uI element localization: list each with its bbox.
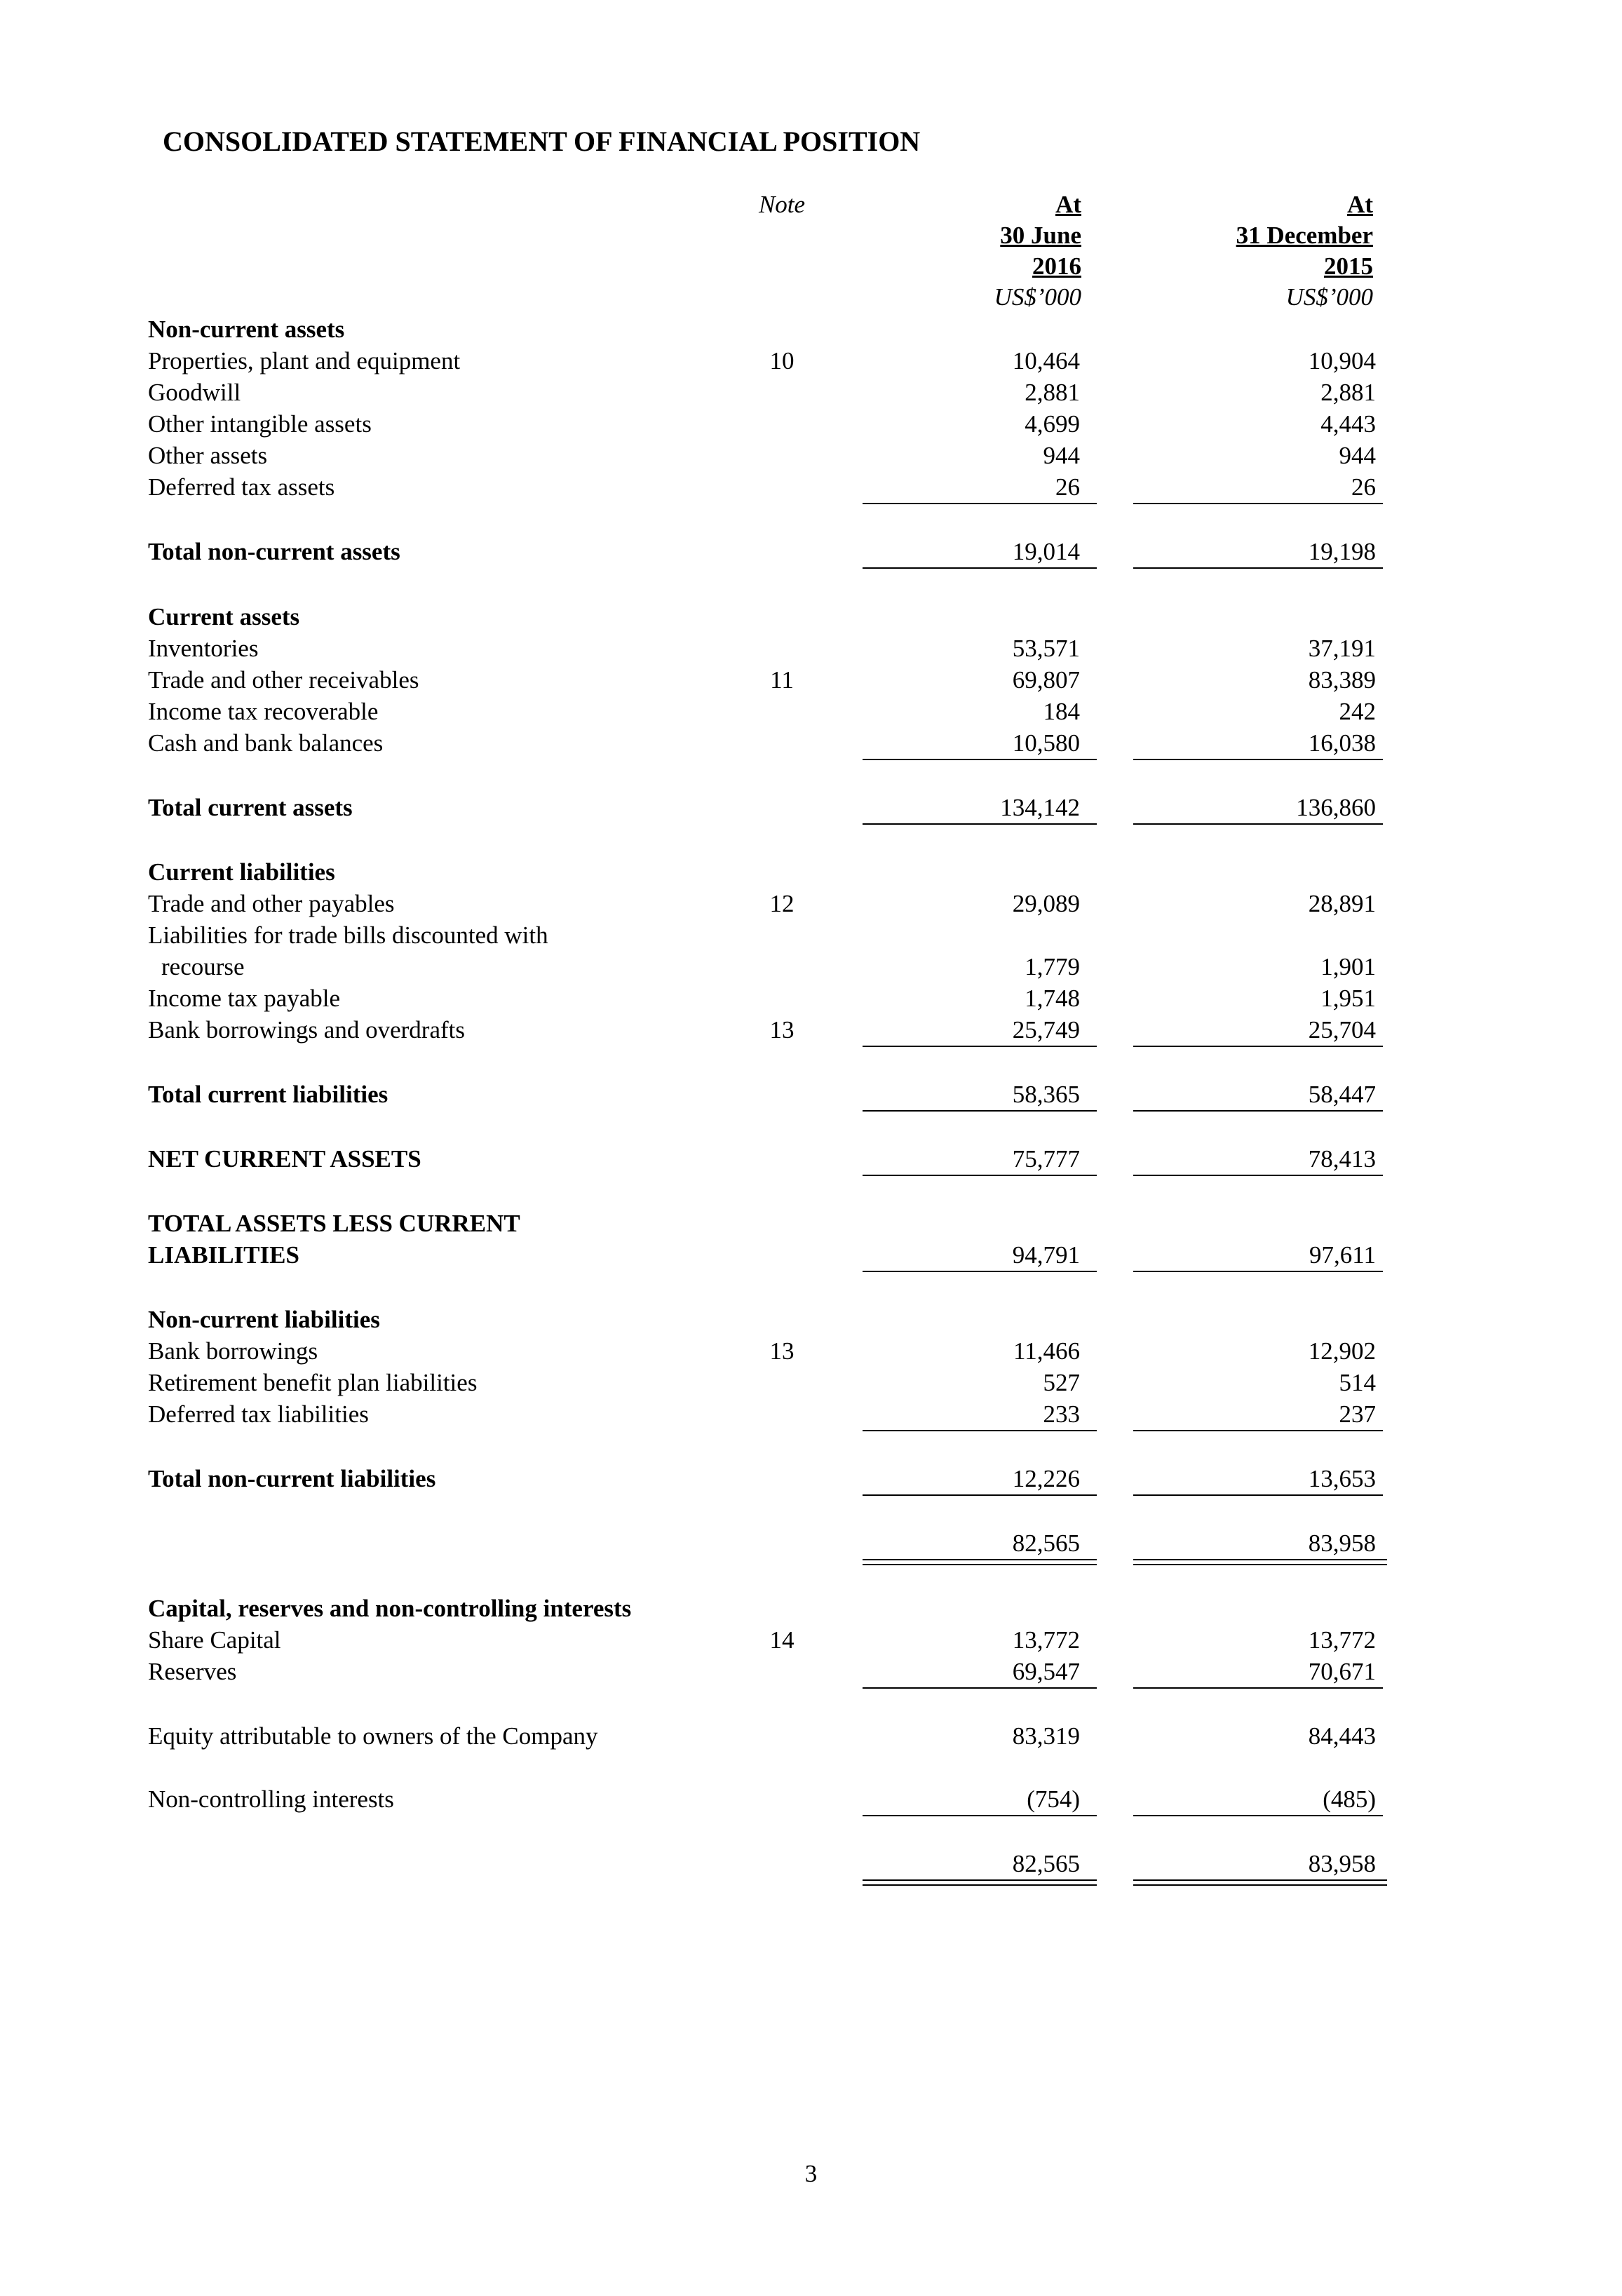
table-row xyxy=(0,1784,1622,1815)
row-label: Total current assets xyxy=(148,794,353,821)
value-2015: 13,772 xyxy=(1308,1626,1376,1654)
rule-line xyxy=(863,1494,1097,1496)
value-2016: 58,365 xyxy=(1012,1081,1080,1108)
row-label: Bank borrowings xyxy=(148,1337,318,1365)
table-row xyxy=(0,696,1622,727)
rule-line xyxy=(863,823,1097,825)
value-2016: 184 xyxy=(1043,698,1080,725)
value-2016: 26 xyxy=(1055,473,1080,501)
value-2016: 2,881 xyxy=(1025,379,1080,406)
rule-line xyxy=(863,1046,1097,1047)
value-2015: 25,704 xyxy=(1308,1016,1376,1044)
value-2016: 75,777 xyxy=(1012,1145,1080,1173)
row-note: 10 xyxy=(769,347,795,374)
value-2015: 37,191 xyxy=(1308,635,1376,662)
col2-line3: 2015 xyxy=(1324,252,1373,280)
table-row xyxy=(0,472,1622,503)
table-row xyxy=(0,1656,1622,1687)
col2-line1: At xyxy=(1347,191,1373,218)
table-row xyxy=(0,1593,1622,1624)
row-label: Deferred tax assets xyxy=(148,473,335,501)
row-label: Retirement benefit plan liabilities xyxy=(148,1369,478,1396)
rule-line xyxy=(1133,1110,1383,1112)
table-row xyxy=(0,1304,1622,1335)
row-label: Properties, plant and equipment xyxy=(148,347,461,374)
table-row xyxy=(0,665,1622,696)
row-label: Share Capital xyxy=(148,1626,281,1654)
table-row xyxy=(0,952,1622,982)
rule-line xyxy=(863,503,1097,504)
table-row xyxy=(0,409,1622,440)
table-row xyxy=(0,792,1622,823)
value-2015: 70,671 xyxy=(1308,1658,1376,1685)
col1-line3: 2016 xyxy=(1032,252,1081,280)
value-2016: 82,565 xyxy=(1012,1850,1080,1877)
value-2016: 83,319 xyxy=(1012,1722,1080,1750)
table-row xyxy=(0,1368,1622,1398)
row-label: Total non-current liabilities xyxy=(148,1465,436,1492)
value-2016: 1,779 xyxy=(1025,953,1080,980)
rule-line xyxy=(1133,823,1383,825)
table-row xyxy=(0,1399,1622,1430)
value-2015: 97,611 xyxy=(1309,1241,1376,1269)
value-2015: 1,951 xyxy=(1320,985,1376,1012)
table-row xyxy=(0,1721,1622,1752)
row-label: Bank borrowings and overdrafts xyxy=(148,1016,465,1044)
table-row xyxy=(0,440,1622,471)
value-2016: 69,807 xyxy=(1012,666,1080,694)
rule-line xyxy=(863,1271,1097,1272)
row-label: Liabilities for trade bills discounted with xyxy=(148,921,548,949)
table-row xyxy=(0,633,1622,664)
value-2015: 13,653 xyxy=(1308,1465,1376,1492)
page-number: 3 xyxy=(804,2160,818,2187)
row-note: 14 xyxy=(769,1626,795,1654)
value-2016: 94,791 xyxy=(1012,1241,1080,1269)
value-2016: 11,466 xyxy=(1013,1337,1080,1365)
table-row xyxy=(0,314,1622,345)
value-2016: 19,014 xyxy=(1012,538,1080,565)
row-label: Other intangible assets xyxy=(148,410,372,438)
rule-line xyxy=(1133,1815,1383,1816)
value-2015: 2,881 xyxy=(1320,379,1376,406)
rule-line xyxy=(1133,1430,1383,1431)
rule-line xyxy=(1133,1271,1383,1272)
value-2015: 237 xyxy=(1339,1400,1376,1428)
rule-line xyxy=(1133,503,1383,504)
statement-title: CONSOLIDATED STATEMENT OF FINANCIAL POSITION xyxy=(163,126,921,157)
row-label: Capital, reserves and non-controlling interests xyxy=(148,1595,632,1622)
rule-line xyxy=(1133,1687,1383,1689)
rule-line xyxy=(1133,1175,1383,1176)
row-label: Inventories xyxy=(148,635,259,662)
value-2015: 4,443 xyxy=(1320,410,1376,438)
value-2015: 944 xyxy=(1339,442,1376,469)
table-row xyxy=(0,1208,1622,1239)
table-row xyxy=(0,346,1622,377)
value-2016: 53,571 xyxy=(1012,635,1080,662)
rule-line xyxy=(863,1175,1097,1176)
row-label: Current assets xyxy=(148,603,300,630)
row-label: Non-current liabilities xyxy=(148,1306,380,1333)
value-2016: 12,226 xyxy=(1012,1465,1080,1492)
rule-line xyxy=(863,1815,1097,1816)
note-column-header: Note xyxy=(758,191,806,218)
value-2015: 26 xyxy=(1351,473,1376,501)
double-rule-line xyxy=(863,1879,1097,1886)
table-row xyxy=(0,1240,1622,1271)
row-label: Income tax payable xyxy=(148,985,341,1012)
double-rule-line xyxy=(1133,1879,1387,1886)
row-label: Total non-current assets xyxy=(148,538,400,565)
row-label: Non-controlling interests xyxy=(148,1785,394,1813)
row-label: NET CURRENT ASSETS xyxy=(148,1145,421,1173)
row-label: Non-current assets xyxy=(148,316,345,343)
row-label: recourse xyxy=(161,953,245,980)
table-row xyxy=(0,1015,1622,1046)
table-row xyxy=(0,857,1622,888)
row-label: Reserves xyxy=(148,1658,237,1685)
value-2015: 10,904 xyxy=(1308,347,1376,374)
row-note: 12 xyxy=(769,890,795,917)
value-2015: 78,413 xyxy=(1308,1145,1376,1173)
row-label: Goodwill xyxy=(148,379,241,406)
col2-line2: 31 December xyxy=(1236,222,1373,249)
table-row xyxy=(0,1528,1622,1559)
table-row xyxy=(0,889,1622,919)
rule-line xyxy=(1133,567,1383,569)
table-row xyxy=(0,728,1622,759)
value-2016: 233 xyxy=(1043,1400,1080,1428)
row-label: Trade and other payables xyxy=(148,890,395,917)
value-2015: 242 xyxy=(1339,698,1376,725)
value-2015: 83,389 xyxy=(1308,666,1376,694)
value-2015: 83,958 xyxy=(1308,1850,1376,1877)
table-row xyxy=(0,983,1622,1014)
rule-line xyxy=(863,759,1097,760)
double-rule-line xyxy=(1133,1559,1387,1565)
rule-line xyxy=(863,1430,1097,1431)
value-2016: 29,089 xyxy=(1012,890,1080,917)
row-label: Cash and bank balances xyxy=(148,729,384,757)
value-2016: (754) xyxy=(1027,1785,1080,1813)
table-row xyxy=(0,1144,1622,1175)
value-2015: 28,891 xyxy=(1308,890,1376,917)
table-row xyxy=(0,377,1622,408)
row-note: 13 xyxy=(769,1337,795,1365)
col2-unit: US$’000 xyxy=(1285,283,1373,311)
value-2016: 4,699 xyxy=(1025,410,1080,438)
col1-line2: 30 June xyxy=(1000,222,1081,249)
table-row xyxy=(0,1464,1622,1494)
value-2016: 1,748 xyxy=(1025,985,1080,1012)
value-2016: 527 xyxy=(1043,1369,1080,1396)
value-2015: 12,902 xyxy=(1308,1337,1376,1365)
table-row xyxy=(0,602,1622,633)
value-2016: 10,580 xyxy=(1012,729,1080,757)
value-2016: 25,749 xyxy=(1012,1016,1080,1044)
rule-line xyxy=(1133,1046,1383,1047)
value-2015: 514 xyxy=(1339,1369,1376,1396)
value-2016: 69,547 xyxy=(1012,1658,1080,1685)
row-label: Deferred tax liabilities xyxy=(148,1400,369,1428)
row-label: LIABILITIES xyxy=(148,1241,299,1269)
value-2016: 10,464 xyxy=(1012,347,1080,374)
table-row xyxy=(0,1625,1622,1656)
col1-unit: US$’000 xyxy=(994,283,1081,311)
value-2015: 58,447 xyxy=(1308,1081,1376,1108)
value-2016: 944 xyxy=(1043,442,1080,469)
value-2015: 83,958 xyxy=(1308,1529,1376,1557)
rule-line xyxy=(863,1687,1097,1689)
value-2016: 13,772 xyxy=(1012,1626,1080,1654)
row-label: TOTAL ASSETS LESS CURRENT xyxy=(148,1210,520,1237)
value-2015: 16,038 xyxy=(1308,729,1376,757)
rule-line xyxy=(863,1110,1097,1112)
row-note: 13 xyxy=(769,1016,795,1044)
value-2016: 82,565 xyxy=(1012,1529,1080,1557)
rule-line xyxy=(1133,759,1383,760)
value-2015: 19,198 xyxy=(1308,538,1376,565)
rule-line xyxy=(863,567,1097,569)
col1-line1: At xyxy=(1055,191,1081,218)
value-2015: 84,443 xyxy=(1308,1722,1376,1750)
value-2015: 136,860 xyxy=(1296,794,1376,821)
row-note: 11 xyxy=(770,666,794,694)
value-2015: (485) xyxy=(1323,1785,1376,1813)
table-row xyxy=(0,1336,1622,1367)
row-label: Equity attributable to owners of the Company xyxy=(148,1722,598,1750)
table-row xyxy=(0,536,1622,567)
value-2015: 1,901 xyxy=(1320,953,1376,980)
table-row xyxy=(0,1849,1622,1879)
row-label: Other assets xyxy=(148,442,268,469)
double-rule-line xyxy=(863,1559,1097,1565)
row-label: Income tax recoverable xyxy=(148,698,379,725)
table-row xyxy=(0,920,1622,951)
table-row xyxy=(0,1079,1622,1110)
value-2016: 134,142 xyxy=(1000,794,1080,821)
rule-line xyxy=(1133,1494,1383,1496)
row-label: Current liabilities xyxy=(148,858,335,886)
row-label: Total current liabilities xyxy=(148,1081,388,1108)
row-label: Trade and other receivables xyxy=(148,666,419,694)
